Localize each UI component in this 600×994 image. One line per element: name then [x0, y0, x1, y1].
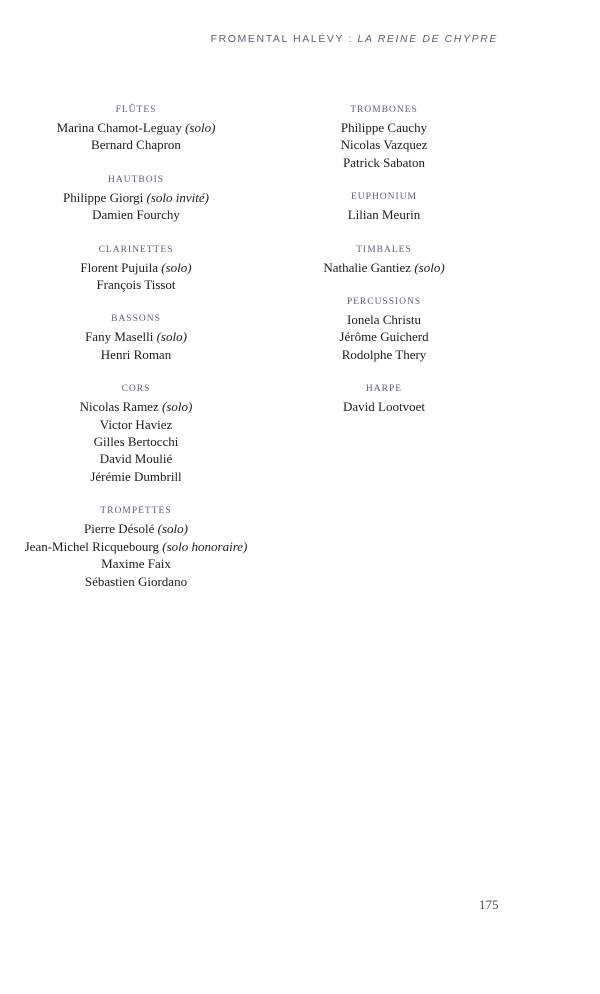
musician-entry [0, 346, 272, 363]
musician-name: Nicolas Ramez [79, 399, 159, 415]
section-title: BASSONS [111, 314, 161, 325]
musician-name: Fany Maselli [85, 329, 154, 345]
section-title: PERCUSSIONS [346, 297, 422, 308]
musician-entry [0, 119, 272, 136]
musician-name: Patrick Sabaton [343, 154, 425, 170]
musician-name: Nicolas Vazquez [340, 137, 428, 153]
musician-entry [0, 538, 272, 555]
section-title: HAUTBOIS [107, 174, 165, 185]
musician-name: Victor Haviez [99, 416, 173, 432]
musician-name: Nathalie Gantiez [323, 259, 412, 275]
musician-entry [0, 398, 272, 415]
musician-name: Jérémie Dumbrill [90, 468, 182, 484]
musician-entry [0, 450, 272, 467]
musician-entry [245, 259, 523, 276]
musician-role: (solo) [161, 399, 193, 415]
instrument-section [245, 191, 523, 223]
roster-column-left [0, 104, 272, 610]
instrument-section [245, 244, 523, 276]
musician-name: Philippe Giorgi [62, 189, 144, 205]
musician-name: Pierre Désolé [84, 521, 155, 537]
musician-name: Florent Pujuila [80, 259, 159, 275]
musician-name: Bernard Chapron [91, 137, 181, 153]
musician-entry [0, 555, 272, 572]
musician-name: Jean-Michel Ricquebourg [24, 538, 160, 554]
musician-entry [245, 119, 523, 136]
musician-name: David Lootvoet [343, 399, 425, 415]
running-head-separator: : [348, 33, 354, 45]
musician-role: (solo honoraire) [162, 538, 248, 554]
section-title: CLARINETTES [98, 244, 174, 255]
musician-entry [0, 259, 272, 276]
musician-entry [245, 311, 523, 328]
musician-name: Damien Fourchy [92, 207, 180, 223]
musician-entry [0, 433, 272, 450]
musician-entry [245, 154, 523, 171]
musician-role: (solo) [156, 329, 187, 345]
musician-entry [0, 573, 272, 590]
instrument-section [0, 244, 272, 294]
instrument-section [0, 313, 272, 363]
running-head-work-title: LA REINE DE CHYPRE [357, 33, 498, 45]
musician-entry [0, 468, 272, 485]
musician-name: Ionela Christu [346, 312, 421, 328]
running-head [211, 33, 498, 45]
musician-entry [0, 276, 272, 293]
musician-entry [0, 328, 272, 345]
running-head-author: FROMENTAL HALÉVY [210, 33, 344, 45]
musician-name: Maxime Faix [101, 556, 171, 572]
roster-column-right [245, 104, 523, 436]
musician-name: François Tissot [96, 277, 176, 293]
musician-role: (solo) [185, 120, 216, 135]
instrument-section [0, 505, 272, 590]
instrument-section [245, 296, 523, 363]
musician-name: David Moulié [99, 451, 173, 467]
musician-name: Rodolphe Thery [341, 346, 427, 362]
instrument-section [245, 104, 523, 171]
section-title: TIMBALES [356, 244, 412, 255]
musician-entry [0, 206, 272, 223]
section-title: HARPE [365, 384, 403, 395]
section-title: CORS [121, 384, 151, 395]
musician-name: Marina Chamot-Leguay [56, 120, 182, 135]
musician-entry [0, 416, 272, 433]
musician-role: (solo) [161, 259, 192, 275]
musician-entry [245, 346, 523, 363]
musician-name: Lilian Meurin [347, 207, 421, 223]
musician-entry [0, 189, 272, 206]
musician-role: (solo) [414, 259, 445, 275]
musician-entry [245, 328, 523, 345]
section-title: TROMPETTES [100, 506, 172, 517]
musician-role: (solo invité) [146, 189, 209, 205]
section-title: FLÛTES [115, 105, 157, 115]
instrument-section [245, 383, 523, 415]
musician-role: (solo) [157, 521, 188, 537]
musician-entry [245, 398, 523, 415]
musician-entry [245, 206, 523, 223]
musician-entry [0, 136, 272, 153]
musician-entry [245, 136, 523, 153]
musician-name: Sébastien Giordano [84, 573, 188, 589]
instrument-section [0, 104, 272, 154]
instrument-section [0, 383, 272, 485]
page-number: 175 [479, 897, 499, 912]
section-title: TROMBONES [350, 105, 418, 115]
instrument-section [0, 174, 272, 224]
musician-entry [0, 520, 272, 537]
musician-name: Henri Roman [100, 346, 172, 362]
musician-name: Philippe Cauchy [340, 120, 428, 135]
section-title: EUPHONIUM [351, 192, 417, 203]
musician-name: Gilles Bertocchi [93, 434, 179, 450]
musician-name: Jérôme Guicherd [339, 329, 429, 345]
